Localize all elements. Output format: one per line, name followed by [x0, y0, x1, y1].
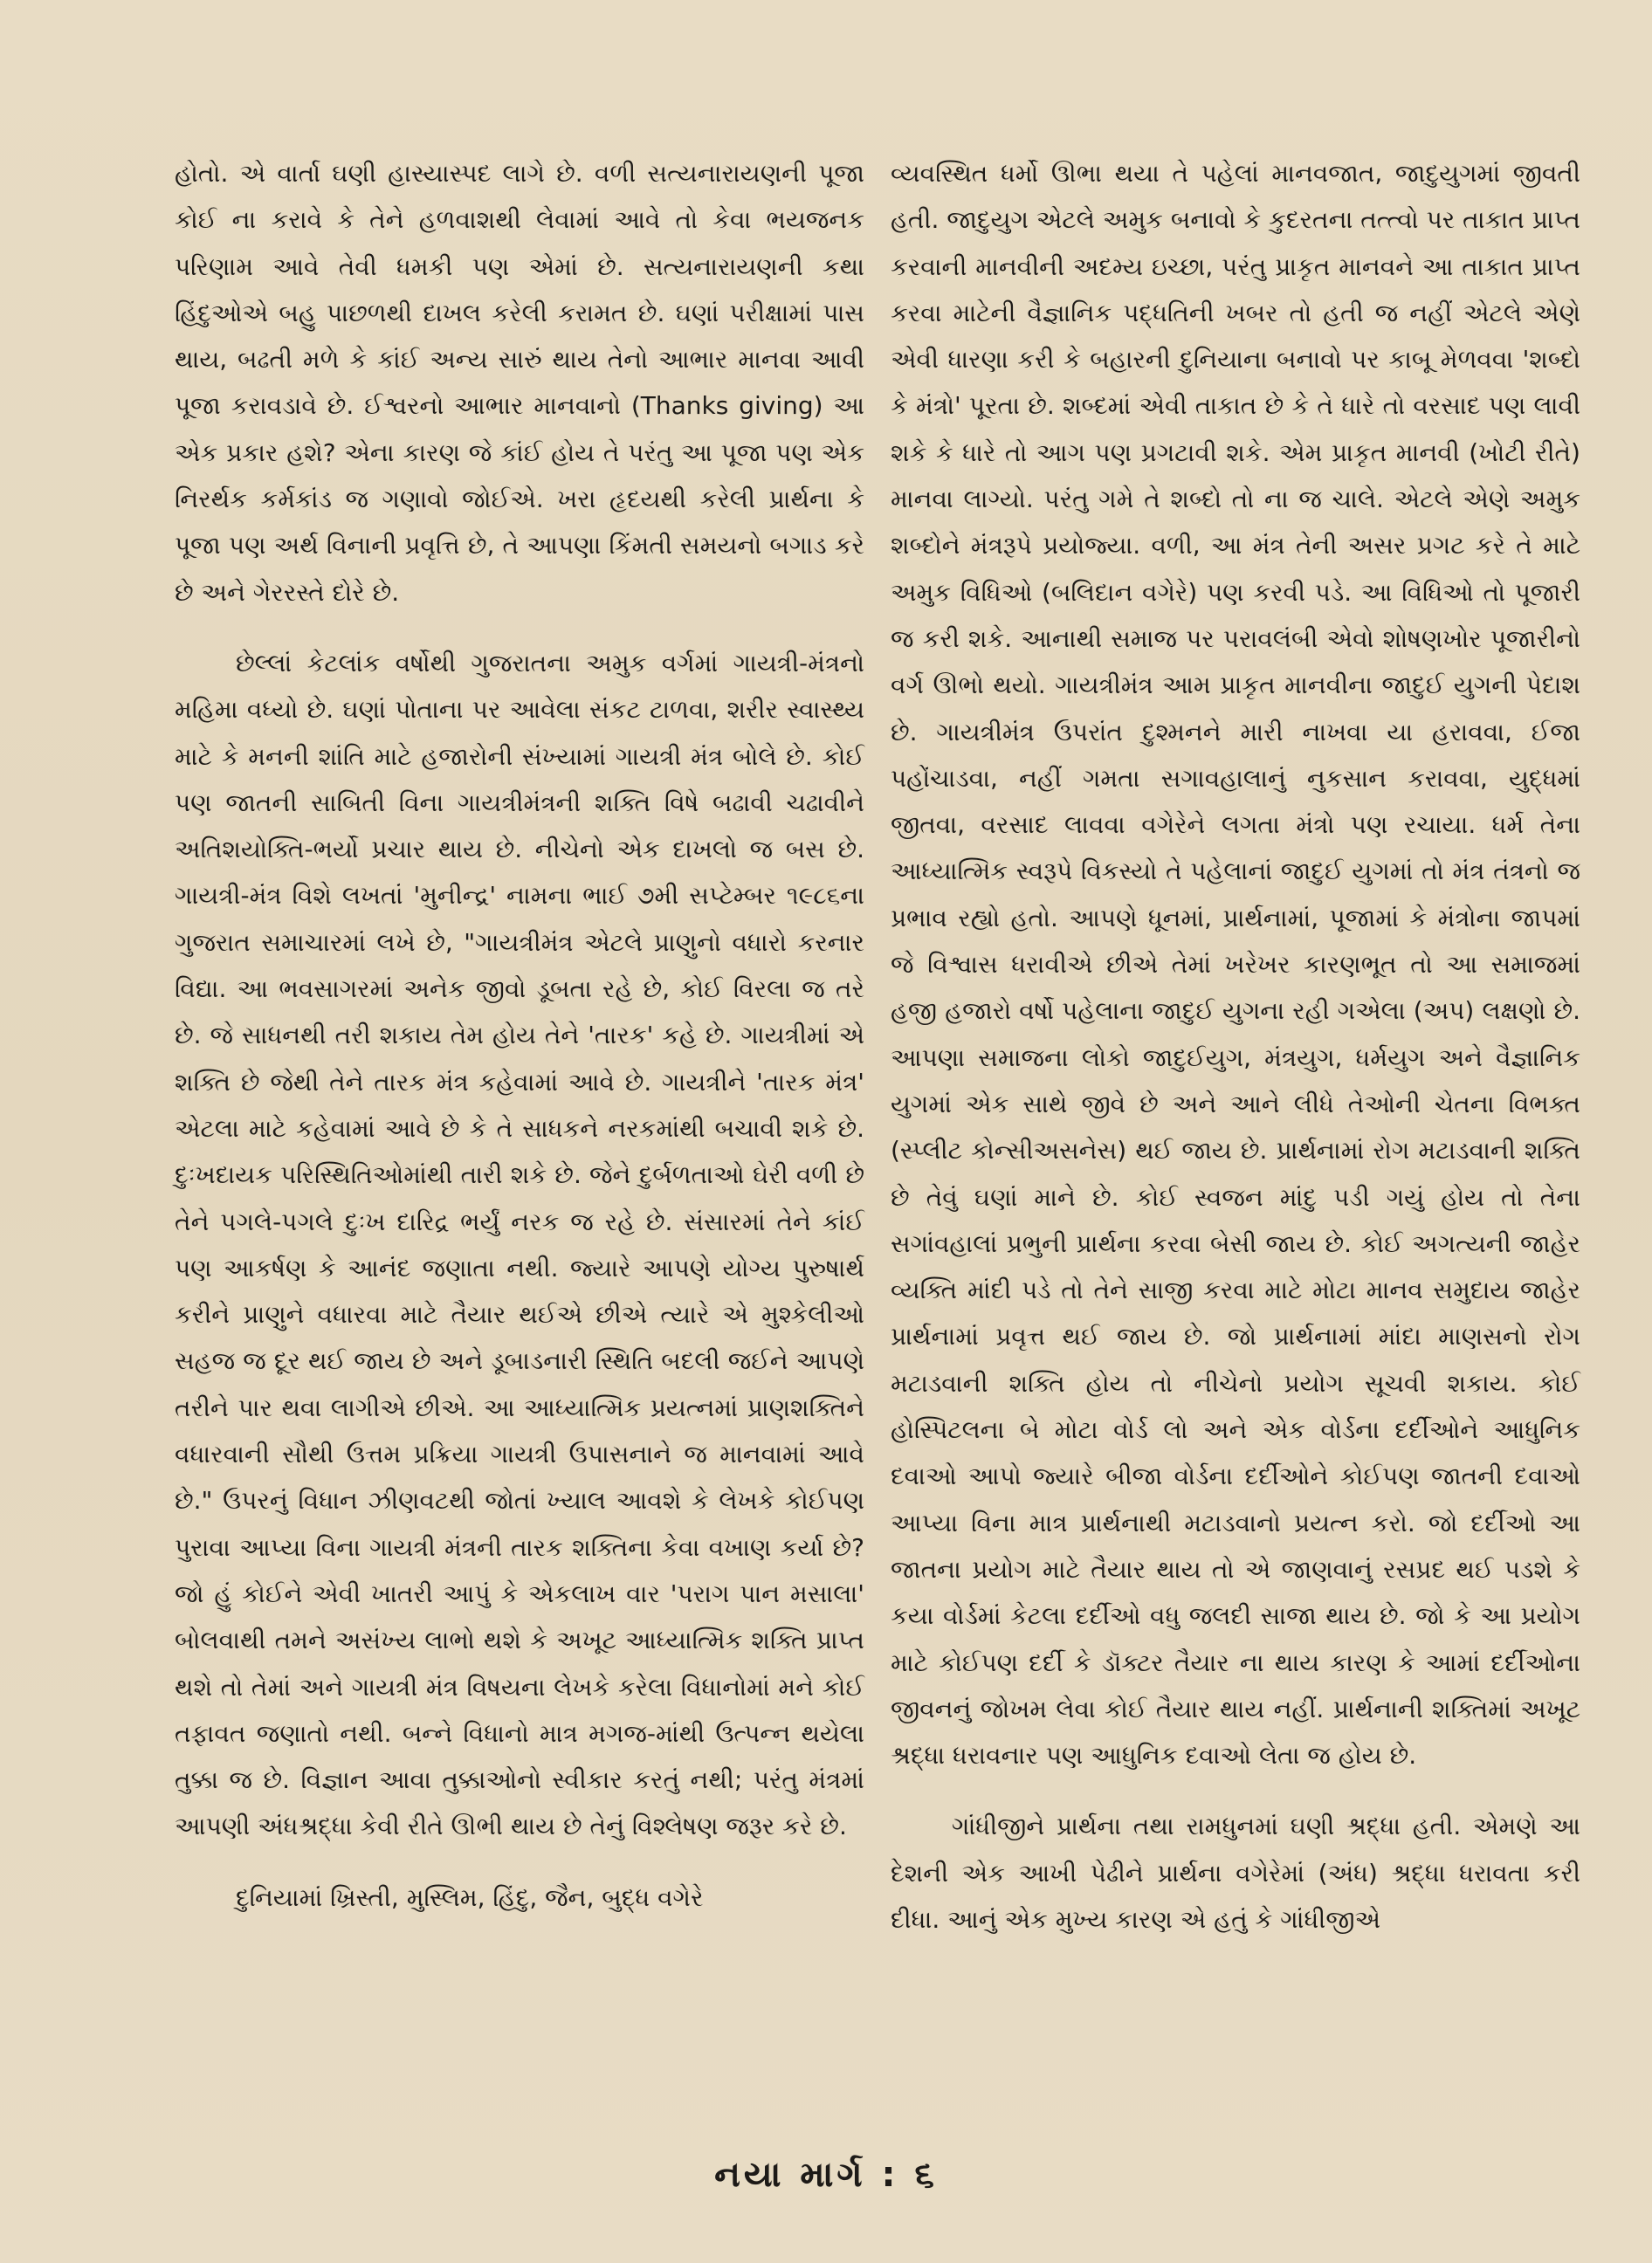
- paragraph: વ્યવસ્થિત ધર્મો ઊભા થયા તે પહેલાં માનવજાત, જાદુયુગમાં જીવતી હતી. જાદુયુગ એટલે અમુક બનાવો કે કુદરતના તત્ત્વો પર તાકાત પ્રાપ્ત કરવાની માનવીની અદમ્ય ઇચ્છા, પરંતુ પ્રાકૃત માનવને આ તાકાત પ્રાપ્ત કરવા માટેની વૈજ્ઞાનિક પદ્ધતિની ખબર તો હતી જ નહીં એટલે એણે એવી ધારણા કરી કે બહારની દુનિયાના બનાવો પર કાબૂ મેળવવા 'શબ્દો કે મંત્રો' પૂરતા છે. શબ્દમાં એવી તાકાત છે કે તે ધારે તો વરસાદ પણ લાવી શકે કે ધારે તો આગ પણ પ્રગટાવી શકે. એમ પ્રાકૃત માનવી (ખોટી રીતે) માનવા લાગ્યો. પરંતુ ગમે તે શબ્દો તો ના જ ચાલે. એટલે એણે અમુક શબ્દોને મંત્રરૂપે પ્રયોજ્યા. વળી, આ મંત્ર તેની અસર પ્રગટ કરે તે માટે અમુક વિધિઓ (બલિદાન વગેરે) પણ કરવી પડે. આ વિધિઓ તો પૂજારી જ કરી શકે. આનાથી સમાજ પર પરાવલંબી એવો શોષણખોર પૂજારીનો વર્ગ ઊભો થયો. ગાયત્રીમંત્ર આમ પ્રાકૃત માનવીના જાદુઈ યુગની પેદાશ છે. ગાયત્રીમંત્ર ઉપરાંત દુશ્મનને મારી નાખવા યા હરાવવા, ઈજા પહોંચાડવા, નહીં ગમતા સગાવહાલાનું નુકસાન કરાવવા, યુદ્ધમાં જીતવા, વરસાદ લાવવા વગેરેને લગતા મંત્રો પણ રચાયા. ધર્મ તેના આધ્યાત્મિક સ્વરૂપે વિકસ્યો તે પહેલાનાં જાદુઈ યુગમાં તો મંત્ર તંત્રનો જ પ્રભાવ રહ્યો હતો. આપણે ધૂનમાં, પ્રાર્થનામાં, પૂજામાં કે મંત્રોના જાપમાં જે વિશ્વાસ ધરાવીએ છીએ તેમાં ખરેખર કારણભૂત તો આ સમાજમાં હજી હજારો વર્ષો પહેલાના જાદુઈ યુગના રહી ગએલા (અપ) લક્ષણો છે. આપણા સમાજના લોકો જાદુઈયુગ, મંત્રયુગ, ધર્મયુગ અને વૈજ્ઞાનિક યુગમાં એક સાથે જીવે છે અને આને લીધે તેઓની ચેતના વિભક્ત (સ્પ્લીટ કોન્સીઅસનેસ) થઈ જાય છે. પ્રાર્થનામાં રોગ મટાડવાની શક્તિ છે તેવું ઘણાં માને છે. કોઈ સ્વજન માંદુ પડી ગયું હોય તો તેના સગાંવહાલાં પ્રભુની પ્રાર્થના કરવા બેસી જાય છે. કોઈ અગત્યની જાહેર વ્યક્તિ માંદી પડે તો તેને સાજી કરવા માટે મોટા માનવ સમુદાય જાહેર પ્રાર્થનામાં પ્રવૃત્ત થઈ જાય છે. જો પ્રાર્થનામાં માંદા માણસનો રોગ મટાડવાની શક્તિ હોય તો નીચેનો પ્રયોગ સૂચવી શકાય. કોઈ હોસ્પિટલના બે મોટા વોર્ડ લો અને એક વોર્ડના દર્દીઓને આધુનિક દવાઓ આપો જ્યારે બીજા વોર્ડના દર્દીઓને કોઈપણ જાતની દવાઓ આપ્યા વિના માત્ર પ્રાર્થનાથી મટાડવાનો પ્રયત્ન કરો. જો દર્દીઓ આ જાતના પ્રયોગ માટે તૈયાર થાય તો એ જાણવાનું રસપ્રદ થઈ પડશે કે કયા વોર્ડમાં કેટલા દર્દીઓ વધુ જલદી સાજા થાય છે. જો કે આ પ્રયોગ માટે કોઈપણ દર્દી કે ડૉક્ટર તૈયાર ના થાય કારણ કે આમાં દર્દીઓના જીવનનું જોખમ લેવા કોઈ તૈયાર થાય નહીં. પ્રાર્થનાની શક્તિમાં અખૂટ શ્રદ્ધા ધરાવનાર પણ આધુનિક દવાઓ લેતા જ હોય છે.: [891, 159, 1580, 1771]
- paragraph-gap: [891, 1778, 1580, 1803]
- page-footer: નયા માર્ગ : ૬: [714, 2155, 938, 2195]
- paragraph: હોતો. એ વાર્તા ઘણી હાસ્યાસ્પદ લાગે છે. વળી સત્યનારાયણની પૂજા કોઈ ના કરાવે કે તેને હળવાશથી લેવામાં આવે તો કેવા ભયજનક પરિણામ આવે તેવી ધમકી પણ એમાં છે. સત્યનારાયણની કથા હિંદુઓએ બહુ પાછળથી દાખલ કરેલી કરામત છે. ઘણાં પરીક્ષામાં પાસ થાય, બઢતી મળે કે કાંઈ અન્ય સારું થાય તેનો આભાર માનવા આવી પૂજા કરાવડાવે છે. ઈશ્વરનો આભાર માનવાનો (Thanks giving) આ એક પ્રકાર હશે? એના કારણ જે કાંઈ હોય તે પરંતુ આ પૂજા પણ એક નિરર્થક કર્મકાંડ જ ગણાવો જોઈએ. ખરા હૃદયથી કરેલી પ્રાર્થના કે પૂજા પણ અર્થ વિનાની પ્રવૃત્તિ છે, તે આપણા કિંમતી સમયનો બગાડ કરે છે અને ગેરરસ્તે દોરે છે.: [175, 159, 864, 607]
- paragraph: છેલ્લાં કેટલાંક વર્ષોથી ગુજરાતના અમુક વર્ગમાં ગાયત્રી-મંત્રનો મહિમા વધ્યો છે. ઘણાં પોતાના પર આવેલા સંકટ ટાળવા, શરીર સ્વાસ્થ્ય માટે કે મનની શાંતિ માટે હજારોની સંખ્યામાં ગાયત્રી મંત્ર બોલે છે. કોઈ પણ જાતની સાબિતી વિના ગાયત્રીમંત્રની શક્તિ વિષે બઢાવી ચઢાવીને અતિશયોક્તિ-ભર્યો પ્રચાર થાય છે. નીચેનો એક દાખલો જ બસ છે. ગાયત્રી-મંત્ર વિશે લખતાં 'મુનીન્દ્ર' નામના ભાઈ ૭મી સપ્ટેમ્બર ૧૯૮૬ના ગુજરાત સમાચારમાં લખે છે, "ગાયત્રીમંત્ર એટલે પ્રાણુનો વધારો કરનાર વિદ્યા. આ ભવસાગરમાં અનેક જીવો ડૂબતા રહે છે, કોઈ વિરલા જ તરે છે. જે સાધનથી તરી શકાય તેમ હોય તેને 'તારક' કહે છે. ગાયત્રીમાં એ શક્તિ છે જેથી તેને તારક મંત્ર કહેવામાં આવે છે. ગાયત્રીને 'તારક મંત્ર' એટલા માટે કહેવામાં આવે છે કે તે સાધકને નરકમાંથી બચાવી શકે છે. દુઃખદાયક પરિસ્થિતિઓમાંથી તારી શકે છે. જેને દુર્બળતાઓ ઘેરી વળી છે તેને પગલે-પગલે દુઃખ દારિદ્ર ભર્યું નરક જ રહે છે. સંસારમાં તેને કાંઈ પણ આકર્ષણ કે આનંદ જણાતા નથી. જ્યારે આપણે યોગ્ય પુરુષાર્થ કરીને પ્રાણુને વધારવા માટે તૈયાર થઈએ છીએ ત્યારે એ મુશ્કેલીઓ સહજ જ દૂર થઈ જાય છે અને ડૂબાડનારી સ્થિતિ બદલી જઈને આપણે તરીને પાર થવા લાગીએ છીએ. આ આધ્યાત્મિક પ્રયત્નમાં પ્રાણશક્તિને વધારવાની સૌથી ઉત્તમ પ્રક્રિયા ગાયત્રી ઉપાસનાને જ માનવામાં આવે છે." ઉપરનું વિધાન ઝીણવટથી જોતાં ખ્યાલ આવશે કે લેખકે કોઈપણ પુરાવા આપ્યા વિના ગાયત્રી મંત્રની તારક શક્તિના કેવા વખાણ કર્યા છે? જો હું કોઈને એવી ખાતરી આપું કે એકલાખ વાર 'પરાગ પાન મસાલા' બોલવાથી તમને અસંખ્ય લાભો થશે કે અખૂટ આધ્યાત્મિક શક્તિ પ્રાપ્ત થશે તો તેમાં અને ગાયત્રી મંત્ર વિષયના લેખકે કરેલા વિધાનોમાં મને કોઈ તફાવત જણાતો નથી. બન્ને વિધાનો માત્ર મગજ-માંથી ઉત્પન્ન થયેલા તુક્કા જ છે. વિજ્ઞાન આવા તુક્કાઓનો સ્વીકાર કરતું નથી; પરંતુ મંત્રમાં આપણી અંધશ્રદ્ધા કેવી રીતે ઊભી થાય છે તેનું વિશ્લેષણ જરૂર કરે છે.: [175, 648, 864, 1841]
- paragraph-gap: [175, 1850, 864, 1874]
- left-column: [175, 150, 864, 1921]
- paragraph: ગાંધીજીને પ્રાર્થના તથા રામધુનમાં ઘણી શ્રદ્ધા હતી. એમણે આ દેશની એક આખી પેઢીને પ્રાર્થના વગેરેમાં (અંધ) શ્રદ્ધા ધરાવતા કરી દીધા. આનું એક મુખ્ય કારણ એ હતું કે ગાંધીજીએ: [891, 1812, 1580, 1934]
- paragraph-gap: [175, 616, 864, 640]
- paragraph: દુનિયામાં ખ્રિસ્તી, મુસ્લિમ, હિંદુ, જૈન, બુદ્ધ વગેરે: [236, 1882, 704, 1912]
- right-column: [891, 150, 1580, 1943]
